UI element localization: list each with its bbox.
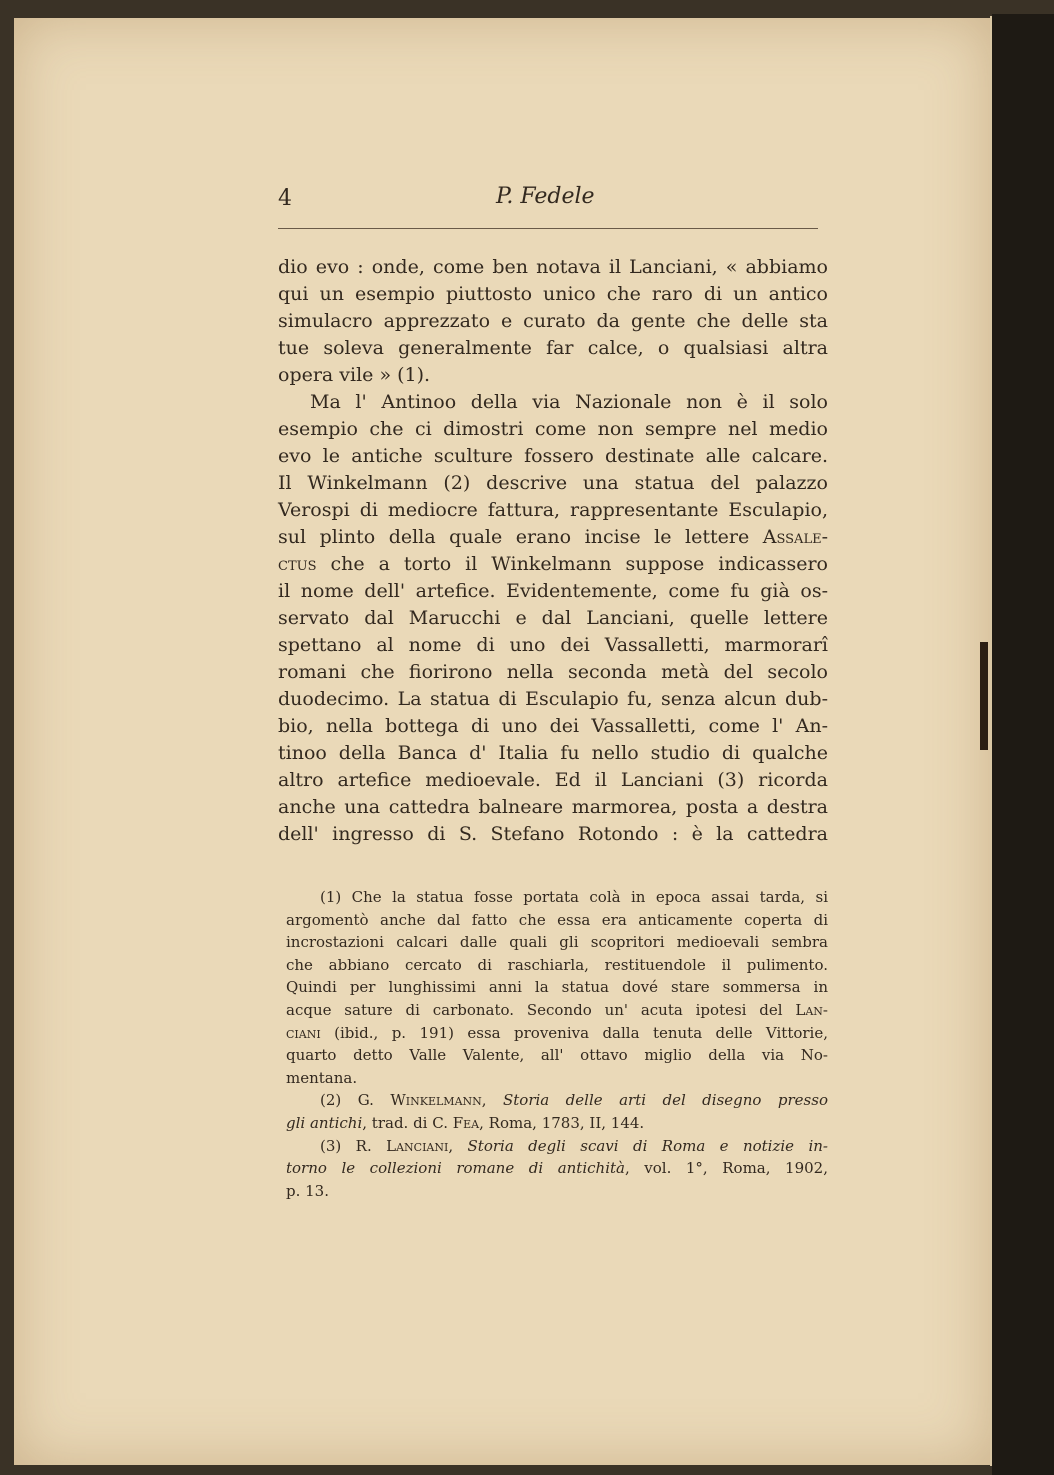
footnote-line: che abbiano cercato di raschiarla, restituendole il pulimento.: [286, 955, 828, 974]
text-line: qui un esempio piuttosto unico che raro di un antico: [278, 283, 828, 305]
running-head: P. Fedele: [496, 184, 595, 209]
page-tab-marker: [980, 700, 988, 750]
footnote-line: p. 13.: [286, 1181, 329, 1200]
text-line: spettano al nome di uno dei Vassalletti, marmorarî: [278, 634, 828, 656]
text-line: esempio che ci dimostri come non sempre nel medio: [278, 418, 828, 440]
text-line: bio, nella bottega di uno dei Vassalletti, come l' An-: [278, 715, 828, 737]
text-line: altro artefice medioevale. Ed il Lanciani (3) ricorda: [278, 769, 828, 791]
footnote-line: mentana.: [286, 1068, 358, 1087]
text-line: Verospi di mediocre fattura, rappresentante Esculapio,: [278, 499, 828, 521]
footnote-line: incrostazioni calcari dalle quali gli scopritori medioevali sembra: [286, 933, 828, 952]
page-number: 4: [278, 186, 292, 211]
text-line: Ma l' Antinoo della via Nazionale non è il solo: [310, 391, 828, 413]
text-line: romani che fiorirono nella seconda metà del secolo: [278, 661, 828, 683]
footnote-line: ciani (ibid., p. 191) essa proveniva dalla tenuta delle Vittorie,: [286, 1023, 828, 1042]
footnote-line: quarto detto Valle Valente, all' ottavo miglio della via No-: [286, 1046, 828, 1065]
text-line: Il Winkelmann (2) descrive una statua del palazzo: [278, 472, 828, 494]
text-line: tue soleva generalmente far calce, o qualsiasi altra: [278, 337, 828, 359]
page-header: [278, 184, 828, 224]
footnote-line: gli antichi, trad. di C. Fea, Roma, 1783, II, 144.: [286, 1113, 645, 1132]
footnote-line: (3) R. Lanciani, Storia degli scavi di Roma e notizie in-: [320, 1136, 828, 1155]
text-line: dell' ingresso di S. Stefano Rotondo : è la cattedra: [278, 823, 828, 845]
text-line: opera vile » (1).: [278, 364, 431, 386]
body-text: [278, 254, 828, 848]
text-line: ctus che a torto il Winkelmann suppose indicassero: [278, 553, 828, 575]
footnote-line: (2) G. Winkelmann, Storia delle arti del disegno presso: [320, 1091, 828, 1110]
text-line: evo le antiche sculture fossero destinate alle calcare.: [278, 445, 828, 467]
footnotes: [286, 886, 828, 1202]
text-line: simulacro apprezzato e curato da gente che delle sta: [278, 310, 828, 332]
footnote-line: acque sature di carbonato. Secondo un' acuta ipotesi del Lan-: [286, 1000, 828, 1019]
text-line: anche una cattedra balneare marmorea, posta a destra: [278, 796, 828, 818]
text-line: duodecimo. La statua di Esculapio fu, senza alcun dub-: [278, 688, 828, 710]
header-rule: [278, 228, 818, 229]
text-line: dio evo : onde, come ben notava il Lanciani, « abbiamo: [278, 256, 828, 278]
text-line: il nome dell' artefice. Evidentemente, come fu già os-: [278, 580, 828, 602]
text-line: servato dal Marucchi e dal Lanciani, quelle lettere: [278, 607, 828, 629]
footnote-line: Quindi per lunghissimi anni la statua dové stare sommersa in: [286, 978, 828, 997]
footnote-line: argomentò anche dal fatto che essa era anticamente coperta di: [286, 910, 828, 929]
footnote-line: (1) Che la statua fosse portata colà in epoca assai tarda, si: [320, 888, 828, 906]
binding-edge: [992, 14, 1054, 1475]
text-line: sul plinto della quale erano incise le lettere Assale-: [278, 526, 828, 548]
text-line: tinoo della Banca d' Italia fu nello studio di qualche: [278, 742, 828, 764]
footnote-line: torno le collezioni romane di antichità, vol. 1°, Roma, 1902,: [286, 1159, 828, 1178]
